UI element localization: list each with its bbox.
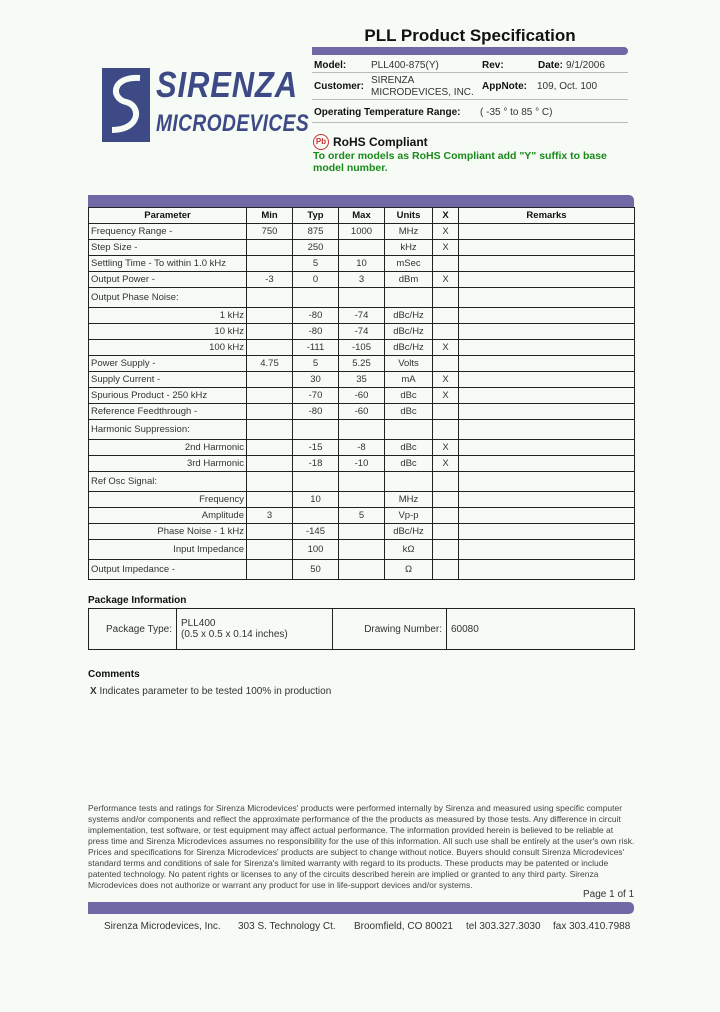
spec-cell-max <box>339 420 385 440</box>
spec-cell-max: -60 <box>339 388 385 404</box>
spec-cell-units: Vp-p <box>385 508 433 524</box>
spec-cell-remarks <box>459 224 635 240</box>
spec-cell-typ: -111 <box>293 340 339 356</box>
spec-row <box>89 288 635 308</box>
spec-cell-max: 35 <box>339 372 385 388</box>
spec-row <box>89 472 635 492</box>
spec-cell-parameter: Output Phase Noise: <box>89 288 247 308</box>
col-header-remarks: Remarks <box>459 208 635 224</box>
spec-cell-remarks <box>459 356 635 372</box>
model-label: Model: <box>314 60 347 71</box>
spec-cell-min <box>247 540 293 560</box>
spec-cell-x: X <box>433 372 459 388</box>
spec-cell-x <box>433 472 459 492</box>
spec-cell-parameter: Power Supply - <box>89 356 247 372</box>
spec-cell-x: X <box>433 456 459 472</box>
date-value: 9/1/2006 <box>566 60 605 71</box>
spec-cell-remarks <box>459 272 635 288</box>
spec-cell-typ: -18 <box>293 456 339 472</box>
spec-cell-units: dBc/Hz <box>385 308 433 324</box>
spec-cell-remarks <box>459 440 635 456</box>
spec-cell-units <box>385 472 433 492</box>
spec-cell-parameter: Phase Noise - 1 kHz <box>89 524 247 540</box>
spec-cell-parameter: 100 kHz <box>89 340 247 356</box>
col-header-max: Max <box>339 208 385 224</box>
spec-row <box>89 256 635 272</box>
spec-cell-typ <box>293 472 339 492</box>
header-rule <box>312 99 628 100</box>
spec-cell-parameter: 3rd Harmonic <box>89 456 247 472</box>
pb-free-icon: Pb <box>313 134 329 150</box>
spec-cell-units <box>385 420 433 440</box>
x-mark: X <box>90 686 97 697</box>
spec-cell-x <box>433 308 459 324</box>
spec-cell-max: -10 <box>339 456 385 472</box>
spec-cell-units <box>385 288 433 308</box>
spec-cell-x: X <box>433 240 459 256</box>
logo-word-sirenza: SIRENZA <box>156 64 298 105</box>
spec-cell-max: 3 <box>339 272 385 288</box>
spec-cell-min <box>247 560 293 580</box>
spec-cell-parameter: Reference Feedthrough - <box>89 404 247 420</box>
spec-cell-typ: 0 <box>293 272 339 288</box>
spec-row <box>89 540 635 560</box>
spec-row <box>89 508 635 524</box>
spec-cell-parameter: 10 kHz <box>89 324 247 340</box>
spec-cell-remarks <box>459 372 635 388</box>
spec-cell-remarks <box>459 472 635 492</box>
spec-cell-typ: 50 <box>293 560 339 580</box>
spec-cell-x <box>433 540 459 560</box>
spec-cell-parameter: Step Size - <box>89 240 247 256</box>
package-type-line1: PLL400 <box>181 618 216 629</box>
spec-cell-min <box>247 340 293 356</box>
header-rule <box>312 122 628 123</box>
spec-row <box>89 372 635 388</box>
spec-cell-remarks <box>459 492 635 508</box>
appnote-label: AppNote: <box>482 81 527 92</box>
spec-cell-x <box>433 324 459 340</box>
spec-cell-typ: 10 <box>293 492 339 508</box>
spec-cell-typ <box>293 288 339 308</box>
spec-cell-x <box>433 560 459 580</box>
spec-cell-x <box>433 288 459 308</box>
spec-cell-max: -60 <box>339 404 385 420</box>
package-table <box>88 608 635 650</box>
spec-cell-typ: -70 <box>293 388 339 404</box>
spec-row <box>89 224 635 240</box>
spec-cell-x: X <box>433 388 459 404</box>
package-section-title: Package Information <box>88 595 187 606</box>
col-header-min: Min <box>247 208 293 224</box>
spec-cell-remarks <box>459 404 635 420</box>
page-title: PLL Product Specification <box>364 26 576 45</box>
spec-cell-typ: -80 <box>293 308 339 324</box>
title-divider-bar <box>312 47 628 55</box>
spec-cell-units: dBm <box>385 272 433 288</box>
spec-cell-typ: 5 <box>293 256 339 272</box>
spec-cell-remarks <box>459 540 635 560</box>
spec-cell-parameter: Ref Osc Signal: <box>89 472 247 492</box>
x-note: Indicates parameter to be tested 100% in production <box>99 686 332 697</box>
spec-table <box>88 207 635 580</box>
spec-cell-parameter: Output Power - <box>89 272 247 288</box>
spec-cell-min: 4.75 <box>247 356 293 372</box>
spec-cell-x <box>433 508 459 524</box>
model-value: PLL400-875(Y) <box>371 60 439 71</box>
spec-cell-parameter: Output Impedance - <box>89 560 247 580</box>
spec-cell-units: dBc/Hz <box>385 524 433 540</box>
spec-cell-parameter: Frequency <box>89 492 247 508</box>
page-number: Page 1 of 1 <box>583 889 635 900</box>
spec-cell-parameter: Harmonic Suppression: <box>89 420 247 440</box>
spec-cell-units: kHz <box>385 240 433 256</box>
spec-row <box>89 524 635 540</box>
spec-cell-remarks <box>459 388 635 404</box>
date-label: Date: <box>538 60 564 71</box>
col-header-units: Units <box>385 208 433 224</box>
spec-cell-min <box>247 440 293 456</box>
spec-cell-parameter: Frequency Range - <box>89 224 247 240</box>
package-type-value <box>177 609 333 650</box>
spec-cell-min <box>247 388 293 404</box>
spec-cell-remarks <box>459 308 635 324</box>
spec-cell-parameter: Spurious Product - 250 kHz <box>89 388 247 404</box>
spec-cell-max: 5.25 <box>339 356 385 372</box>
logo-s-mark <box>102 68 150 142</box>
spec-cell-max: -74 <box>339 324 385 340</box>
comment-line <box>90 686 331 697</box>
package-type-label: Package Type: <box>89 609 177 650</box>
spec-cell-max: 5 <box>339 508 385 524</box>
spec-row <box>89 272 635 288</box>
spec-cell-x: X <box>433 340 459 356</box>
spec-row <box>89 492 635 508</box>
spec-cell-x: X <box>433 272 459 288</box>
spec-cell-max: 10 <box>339 256 385 272</box>
spec-cell-typ: 5 <box>293 356 339 372</box>
spec-cell-remarks <box>459 560 635 580</box>
footer-address: 303 S. Technology Ct. <box>238 921 336 932</box>
spec-cell-parameter: Amplitude <box>89 508 247 524</box>
spec-cell-parameter: 2nd Harmonic <box>89 440 247 456</box>
spec-cell-max: 1000 <box>339 224 385 240</box>
spec-cell-typ: 875 <box>293 224 339 240</box>
spec-cell-max <box>339 472 385 492</box>
spec-cell-remarks <box>459 340 635 356</box>
spec-cell-min <box>247 492 293 508</box>
spec-cell-typ: 30 <box>293 372 339 388</box>
spec-cell-typ: -80 <box>293 404 339 420</box>
footer-tel: tel 303.327.3030 <box>466 921 541 932</box>
spec-cell-max <box>339 540 385 560</box>
spec-cell-units: mSec <box>385 256 433 272</box>
drawing-number-value: 60080 <box>447 609 635 650</box>
spec-cell-max <box>339 288 385 308</box>
spec-cell-typ: 100 <box>293 540 339 560</box>
spec-cell-units: MHz <box>385 492 433 508</box>
spec-cell-parameter: Input Impedance <box>89 540 247 560</box>
spec-cell-remarks <box>459 524 635 540</box>
disclaimer-text: Performance tests and ratings for Sirenza Microdevices' products were performed internally by Sirenza and measured using specific computer systems and/or components and reflect the approximate performance of the the products as measured by those tests. Any difference in circuit implementation, test software, or test equipment may affect actual performance. The information provided herein is believed to be reliable at press time and Sirenza Microdevices assumes no responsibility for the use of this information. All such use shall be entirely at the user's own risk. Prices and specifications for Sirenza Microdevices' products are subject to change without notice. Buyers should consult Sirenza Microdevices' standard terms and conditions of sale for Sirenza's limited warranty with regard to its products. These products may be patented or include patented technology. No patent rights or licenses to any of the circuits described herein are implied or granted to any third party. Sirenza Microdevices does not authorize or warrant any product for use in life-support devices and/or systems. <box>88 803 635 890</box>
spec-cell-typ: -80 <box>293 324 339 340</box>
spec-cell-remarks <box>459 288 635 308</box>
spec-cell-min <box>247 456 293 472</box>
spec-cell-units: dBc/Hz <box>385 324 433 340</box>
appnote-value: 109, Oct. 100 <box>537 81 598 92</box>
drawing-number-label: Drawing Number: <box>333 609 447 650</box>
spec-cell-max <box>339 240 385 256</box>
rohs-title: RoHS Compliant <box>333 135 428 149</box>
spec-cell-min <box>247 404 293 420</box>
spec-cell-min <box>247 324 293 340</box>
spec-cell-x <box>433 404 459 420</box>
spec-cell-min <box>247 308 293 324</box>
spec-cell-parameter: Settling Time - To within 1.0 kHz <box>89 256 247 272</box>
spec-cell-typ <box>293 508 339 524</box>
spec-cell-typ <box>293 420 339 440</box>
spec-cell-max <box>339 524 385 540</box>
spec-cell-min <box>247 288 293 308</box>
spec-cell-x <box>433 420 459 440</box>
spec-cell-min <box>247 472 293 492</box>
spec-cell-min <box>247 256 293 272</box>
spec-row <box>89 240 635 256</box>
spec-cell-typ: -15 <box>293 440 339 456</box>
spec-cell-units: dBc <box>385 404 433 420</box>
spec-cell-x <box>433 492 459 508</box>
spec-cell-min: 750 <box>247 224 293 240</box>
spec-cell-units: dBc <box>385 456 433 472</box>
sirenza-logo <box>102 64 310 146</box>
spec-row <box>89 340 635 356</box>
header-rule <box>312 72 628 73</box>
rev-label: Rev: <box>482 60 504 71</box>
comments-section-title: Comments <box>88 669 140 680</box>
spec-cell-remarks <box>459 240 635 256</box>
spec-cell-min <box>247 524 293 540</box>
temp-label: Operating Temperature Range: <box>314 107 461 118</box>
rohs-note: To order models as RoHS Compliant add "Y" suffix to base model number. <box>313 150 607 174</box>
customer-line1: SIRENZA <box>371 75 415 86</box>
logo-word-microdevices: MICRODEVICES <box>156 110 310 137</box>
spec-cell-min <box>247 240 293 256</box>
spec-cell-units: dBc <box>385 440 433 456</box>
spec-cell-max: -74 <box>339 308 385 324</box>
spec-cell-remarks <box>459 508 635 524</box>
spec-cell-typ: 250 <box>293 240 339 256</box>
spec-cell-typ: -145 <box>293 524 339 540</box>
col-header-parameter: Parameter <box>89 208 247 224</box>
spec-cell-units: Ω <box>385 560 433 580</box>
spec-cell-x: X <box>433 224 459 240</box>
spec-cell-x: X <box>433 440 459 456</box>
col-header-typ: Typ <box>293 208 339 224</box>
spec-cell-min: 3 <box>247 508 293 524</box>
spec-table-bar <box>88 195 634 207</box>
spec-cell-units: dBc/Hz <box>385 340 433 356</box>
spec-row <box>89 420 635 440</box>
spec-cell-max <box>339 492 385 508</box>
customer-label: Customer: <box>314 81 365 92</box>
spec-row <box>89 356 635 372</box>
spec-cell-units: dBc <box>385 388 433 404</box>
spec-cell-min <box>247 420 293 440</box>
spec-cell-remarks <box>459 456 635 472</box>
spec-cell-max <box>339 560 385 580</box>
footer-company: Sirenza Microdevices, Inc. <box>104 921 221 932</box>
spec-row <box>89 388 635 404</box>
footer-fax: fax 303.410.7988 <box>553 921 631 932</box>
footer-bar <box>88 902 634 914</box>
spec-row <box>89 324 635 340</box>
footer-city: Broomfield, CO 80021 <box>354 921 453 932</box>
customer-line2: MICRODEVICES, INC. <box>371 87 474 98</box>
spec-cell-remarks <box>459 324 635 340</box>
spec-cell-max: -8 <box>339 440 385 456</box>
spec-cell-x <box>433 524 459 540</box>
spec-cell-x <box>433 256 459 272</box>
spec-cell-min: -3 <box>247 272 293 288</box>
spec-cell-max: -105 <box>339 340 385 356</box>
spec-cell-remarks <box>459 420 635 440</box>
spec-header-row <box>89 208 635 224</box>
spec-cell-parameter: Supply Current - <box>89 372 247 388</box>
spec-cell-units: MHz <box>385 224 433 240</box>
spec-row <box>89 560 635 580</box>
spec-row <box>89 456 635 472</box>
spec-cell-units: Volts <box>385 356 433 372</box>
spec-cell-units: mA <box>385 372 433 388</box>
spec-row <box>89 404 635 420</box>
spec-cell-min <box>247 372 293 388</box>
temp-value: ( -35 ° to 85 ° C) <box>480 107 553 118</box>
spec-cell-remarks <box>459 256 635 272</box>
spec-cell-units: kΩ <box>385 540 433 560</box>
col-header-x: X <box>433 208 459 224</box>
spec-cell-parameter: 1 kHz <box>89 308 247 324</box>
package-type-line2: (0.5 x 0.5 x 0.14 inches) <box>181 629 288 640</box>
spec-cell-x <box>433 356 459 372</box>
spec-row <box>89 308 635 324</box>
spec-row <box>89 440 635 456</box>
